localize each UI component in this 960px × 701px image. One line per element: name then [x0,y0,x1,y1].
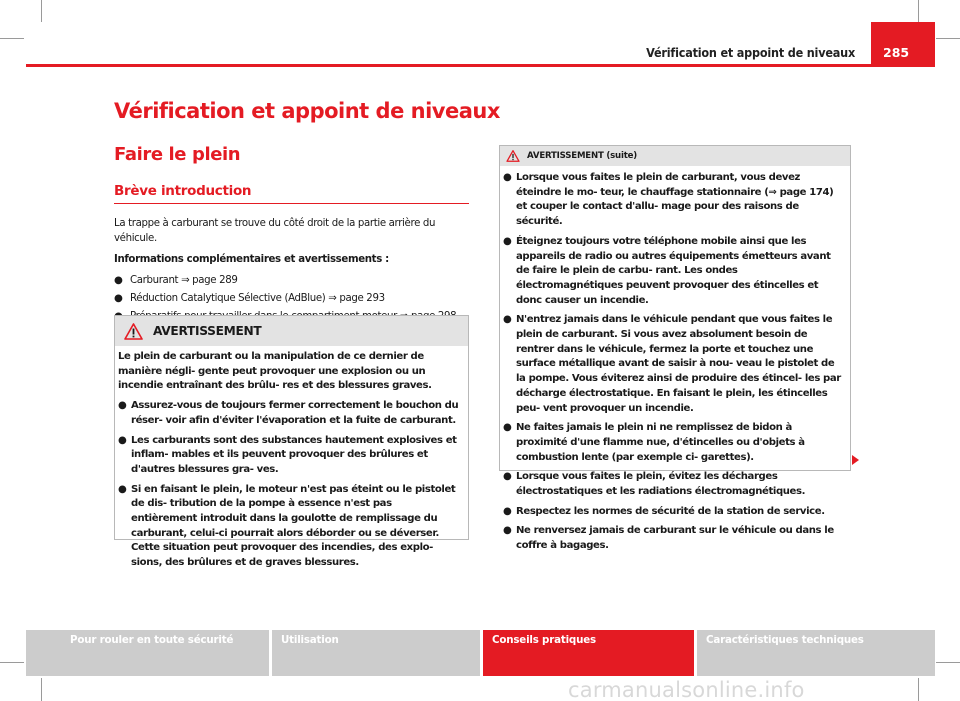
bullet-icon: ● [503,471,512,483]
warning-item-text: Les carburants sont des substances hautement explosives et inflam- mables et ils peuvent provoquer des brûlures et d'autres blessures gra- ves. [131,434,457,475]
info-heading: Informations complémentaires et avertissements : [114,254,389,265]
section-title: Faire le plein [114,144,241,165]
tab-technical-data[interactable]: Caractéristiques techniques [697,630,935,676]
list-item [114,291,470,306]
tab-operation[interactable]: Utilisation [272,630,480,676]
bullet-icon: ● [118,400,127,412]
warning-title: AVERTISSEMENT (suite) [527,151,637,161]
warning-triangle-icon [506,150,520,162]
intro-text-block [114,216,470,327]
watermark: carmanualsonline.info [568,678,805,701]
bullet-icon: ● [114,275,123,286]
warning-item-text: N'entrez jamais dans le véhicule pendant que vous faites le plein de carburant. Si vous avez absolument besoin de rentrer dans le véhicule, fermez la porte et touchez une surface métallique avant de saisir à nou- veau le pistolet de la pompe. Vous éviterez ainsi de produire des étincel- les par décharge électrostatique. En faisant le plein, les étincelles peu- vent provoquer un incendie. [516,314,841,414]
list-item [114,273,470,288]
warning-continued-box [499,145,851,552]
warning-header [115,316,468,346]
warning-item-text: Assurez-vous de toujours fermer correctement le bouchon du réser- voir afin d'éviter l'évaporation et la fuite de carburant. [131,400,459,426]
warning-item [503,470,844,504]
crop-mark [918,678,919,701]
warning-item-text: Ne faites jamais le plein ni ne remplissez de bidon à proximité d'une flamme nue, d'étincelles ou d'objets à combustion lente (par exemple ci- garettes). [516,422,805,463]
warning-item [503,524,844,558]
warning-item [503,421,844,470]
warning-item [503,313,844,421]
bullet-icon: ● [114,293,123,304]
warning-body [500,166,850,559]
intro-paragraph: La trappe à carburant se trouve du côté droit de la partie arrière du véhicule. [114,218,436,244]
subsection-title: Brève introduction [114,183,252,199]
continue-arrow-icon[interactable] [852,455,859,465]
warning-intro: Le plein de carburant ou la manipulation de ce dernier de manière négli- gente peut provoquer une explosion ou un incendie entraînant des brûlu- res et des blessures graves. [118,351,432,392]
warning-title: AVERTISSEMENT [153,324,262,338]
crop-mark [918,0,919,22]
cross-reference-link[interactable]: Réduction Catalytique Sélective (AdBlue) ⇒ page 293 [130,293,385,304]
warning-item [503,171,844,235]
page-number: 285 [871,22,935,67]
bullet-icon: ● [118,434,127,446]
crop-mark [41,678,42,701]
crop-mark [936,662,960,663]
warning-item-text: Si en faisant le plein, le moteur n'est pas éteint ou le pistolet de dis- tribution de la pompe à essence n'est pas entièrement introduit dans la goulotte de remplissage du carburant, celui-ci pourrait alors déborder ou se déverser. Cette situation peut provoquer des incendies, des explo- sions, des brûlures et de graves blessures. [131,483,456,569]
warning-header [500,146,850,166]
crop-mark [0,662,24,663]
crop-mark [41,0,42,22]
warning-item-text: Lorsque vous faites le plein de carburant, vous devez éteindre le mo- teur, le chauffage stationnaire (⇒ page 174) et couper le contact d'allu- mage pour des raisons de sécurité. [516,172,834,228]
crop-mark [936,38,960,39]
warning-item-text: Éteignez toujours votre téléphone mobile ainsi que les appareils de radio ou autres équipements émetteurs avant de faire le plein de carbu- rant. Les ondes électromagnétiques peuvent provoquer des étincelles et donc causer un incendie. [516,235,831,306]
subsection-rule [114,203,469,204]
bullet-icon: ● [503,422,512,434]
bullet-icon: ● [503,314,512,326]
running-title: Vérification et appoint de niveaux [646,45,855,60]
footer-nav [26,630,935,676]
warning-item-text: Respectez les normes de sécurité de la station de service. [516,505,825,517]
warning-item [118,483,460,576]
warning-item [503,235,844,314]
bullet-icon: ● [503,172,512,183]
cross-reference-link[interactable]: Carburant ⇒ page 289 [130,275,238,286]
warning-item [118,399,460,433]
warning-box [114,315,469,569]
warning-triangle-icon [124,323,143,340]
header-rule [26,64,935,67]
warning-item-text: Lorsque vous faites le plein, évitez les décharges électrostatiques et les radiations électromagnétiques. [516,471,806,498]
warning-item [118,434,460,483]
crop-mark [0,38,24,39]
bullet-icon: ● [118,483,127,495]
warning-body [115,346,468,576]
chapter-title: Vérification et appoint de niveaux [114,99,500,123]
bullet-icon: ● [503,525,512,537]
bullet-icon: ● [503,235,512,247]
bullet-icon: ● [503,505,512,517]
warning-item [503,505,844,525]
warning-item-text: Ne renversez jamais de carburant sur le véhicule ou dans le coffre à bagages. [516,525,834,552]
tab-safety[interactable]: Pour rouler en toute sécurité [26,630,269,676]
tab-practical-tips[interactable]: Conseils pratiques [483,630,694,676]
